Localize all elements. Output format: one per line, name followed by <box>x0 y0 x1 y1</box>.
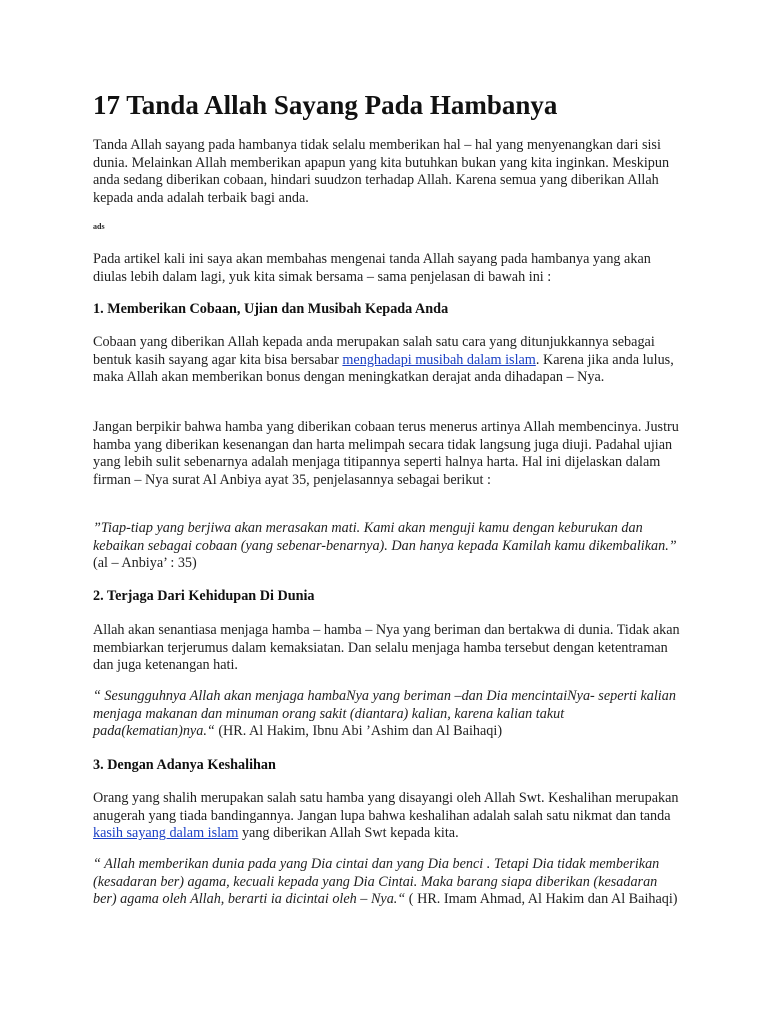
ads-label: ads <box>93 222 105 231</box>
section-3-heading: 3. Dengan Adanya Keshalihan <box>93 757 276 773</box>
section-2-quote: “ Sesungguhnya Allah akan menjaga hambaNya yang beriman –dan Dia mencintaiNya- seperti kalian menjaga makanan dan minuman orang sakit (diantara) kalian, karena kalian takut pada(kematian)nya.“ <box>93 688 676 740</box>
link-kasih-sayang[interactable]: kasih sayang dalam islam <box>93 825 239 842</box>
section-1-quote-block <box>93 520 683 573</box>
lead-paragraph: Pada artikel kali ini saya akan membahas mengenai tanda Allah sayang pada hambanya yang akan diulas lebih dalam lagi, yuk kita simak bersama – sama penjelasan di bawah ini : <box>93 251 651 285</box>
section-1-paragraph-1 <box>93 334 683 387</box>
section-1-text-after-link: . Karena jika anda lulus, maka Allah akan memberikan bonus dengan meningkatkan derajat anda dihadapan – Nya. <box>93 351 674 386</box>
section-2-quote-block <box>93 688 683 741</box>
section-3-text-after-link: yang diberikan Allah Swt kepada kita. <box>238 825 459 842</box>
section-2-paragraph-1: Allah akan senantiasa menjaga hamba – hamba – Nya yang beriman dan bertakwa di dunia. Tidak akan membiarkan terjerumus dalam kemaksiatan. Dan selalu menjaga hamba tersebut dengan ketentraman dan juga ketenangan hati. <box>93 622 680 674</box>
link-menghadapi-musibah[interactable]: menghadapi musibah dalam islam <box>342 351 536 368</box>
section-1-heading: 1. Memberikan Cobaan, Ujian dan Musibah Kepada Anda <box>93 301 449 317</box>
section-1-text-before-link: Cobaan yang diberikan Allah kepada anda merupakan salah satu cara yang ditunjukkannya sebagai bentuk kasih sayang agar kita bisa bersabar <box>93 334 655 368</box>
section-3-quote-block <box>93 856 683 909</box>
section-3-quote: “ Allah memberikan dunia pada yang Dia cintai dan yang Dia benci . Tetapi Dia tidak memberikan (kesadaran ber) agama, kecuali kepada yang Dia Cintai. Maka barang siapa diberikan (kesadaran ber) agama oleh Allah, berarti ia dicintai oleh – Nya.“ <box>93 856 660 908</box>
section-3-citation: ( HR. Imam Ahmad, Al Hakim dan Al Baihaqi) <box>405 891 678 908</box>
section-2-heading: 2. Terjaga Dari Kehidupan Di Dunia <box>93 588 315 604</box>
article-title: 17 Tanda Allah Sayang Pada Hambanya <box>93 90 558 120</box>
section-3-paragraph-1 <box>93 790 683 843</box>
section-1-quote: ”Tiap-tiap yang berjiwa akan merasakan mati. Kami akan menguji kamu dengan keburukan dan kebaikan sebagai cobaan (yang sebenar-benarnya). Dan hanya kepada Kamilah kamu dikembalikan.” <box>93 520 677 554</box>
section-2-citation: (HR. Al Hakim, Ibnu Abi ’Ashim dan Al Baihaqi) <box>214 723 503 740</box>
section-1-paragraph-2: Jangan berpikir bahwa hamba yang diberikan cobaan terus menerus artinya Allah membencinya. Justru hamba yang diberikan kesenangan dan harta melimpah secara tidak langsung juga diuji. Padahal ujian yang lebih sulit sebenarnya adalah menjaga titipannya seperti halnya harta. Hal ini dijelaskan dalam firman – Nya surat Al Anbiya ayat 35, penjelasannya sebagai berikut : <box>93 419 679 489</box>
section-3-text-before-link: Orang yang shalih merupakan salah satu hamba yang disayangi oleh Allah Swt. Keshalihan merupakan anugerah yang tiada bandingannya. Jangan lupa bahwa keshalihan adalah salah satu nikmat dan tanda <box>93 790 679 824</box>
section-1-citation: (al – Anbiya’ : 35) <box>93 555 197 572</box>
intro-paragraph: Tanda Allah sayang pada hambanya tidak selalu memberikan hal – hal yang menyenangkan dari sisi dunia. Melainkan Allah memberikan apapun yang kita butuhkan bukan yang kita inginkan. Meskipun anda sedang diberikan cobaan, hindari suudzon terhadap Allah. Karena semua yang diberikan Allah kepada anda adalah terbaik bagi anda. <box>93 137 670 207</box>
